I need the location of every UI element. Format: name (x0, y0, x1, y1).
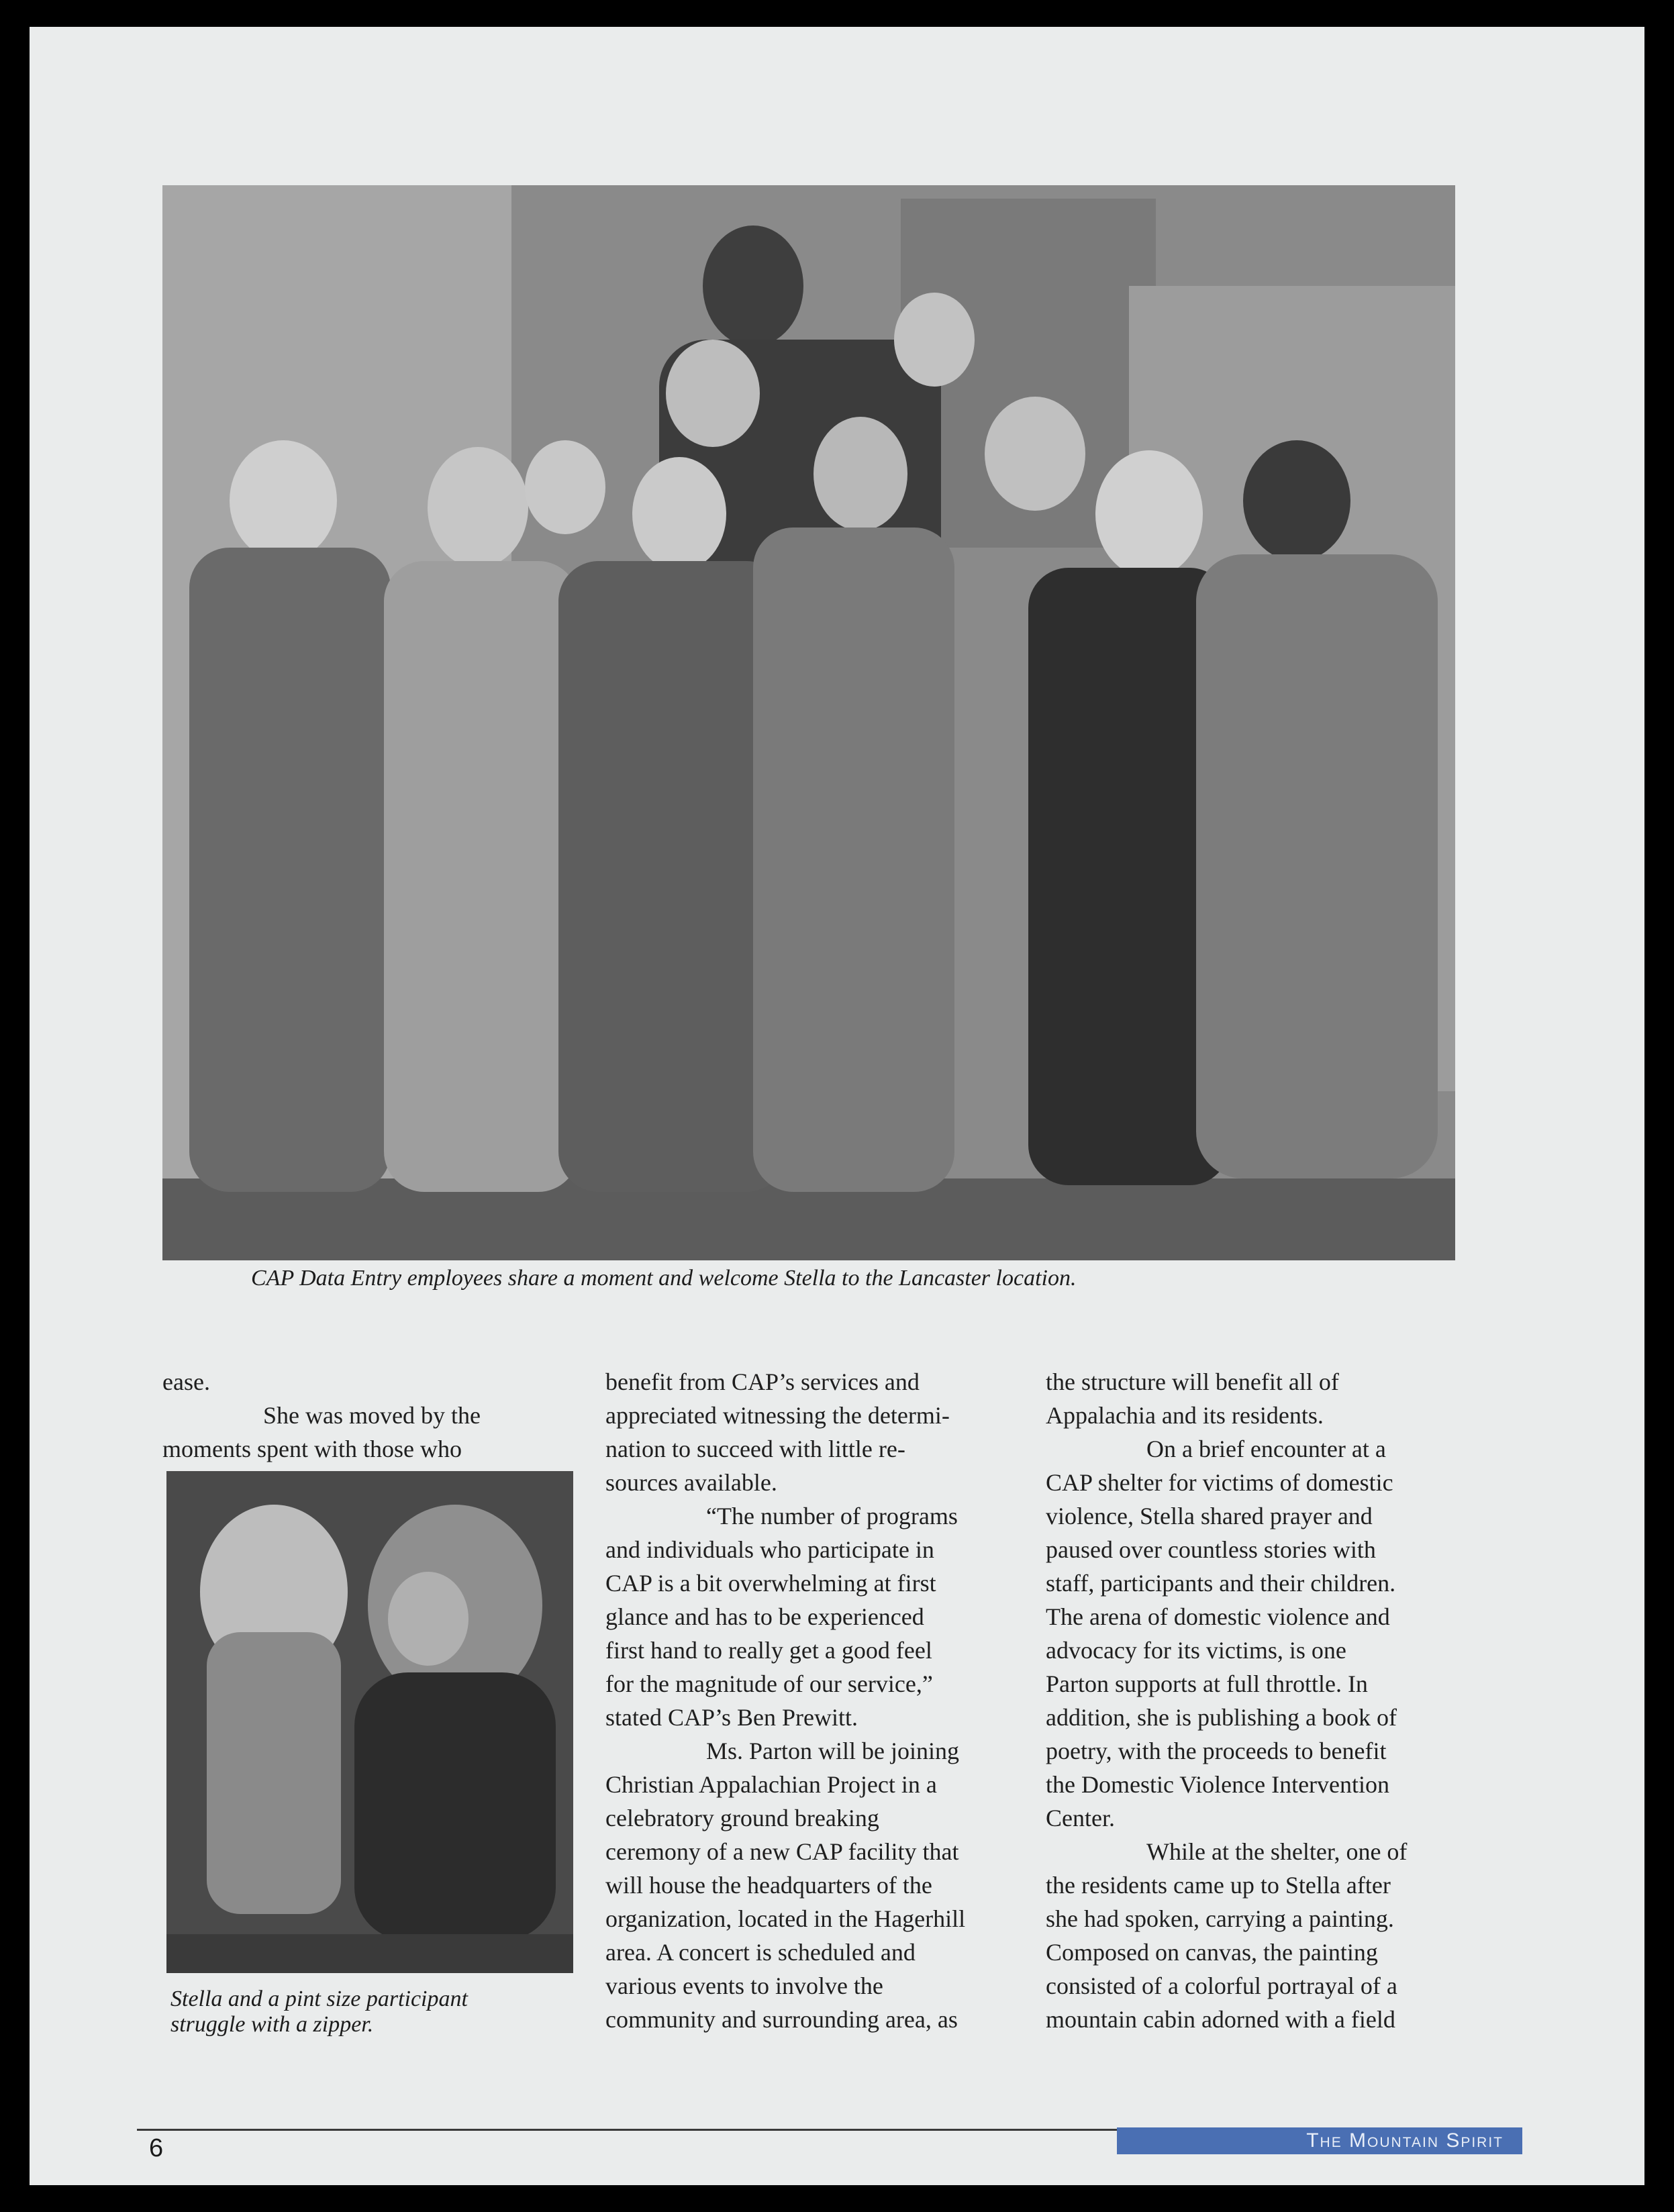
group-photo (162, 185, 1455, 1260)
col2-line: various events to involve the (605, 1972, 883, 1999)
col3-line: Appalachia and its residents. (1046, 1402, 1324, 1429)
col2-line: ceremony of a new CAP facility that (605, 1838, 959, 1865)
col3-line: Parton supports at full throttle. In (1046, 1670, 1368, 1697)
col3-line: mountain cabin adorned with a field (1046, 2006, 1395, 2033)
col2-line: Ms. Parton will be joining (706, 1738, 959, 1764)
col2-line: for the magnitude of our service,” (605, 1670, 933, 1697)
inset-caption-line: struggle with a zipper. (170, 2012, 374, 2037)
group-photo-caption: CAP Data Entry employees share a moment and welcome Stella to the Lancaster location. (251, 1266, 1077, 1291)
col3-line: poetry, with the proceeds to benefit (1046, 1738, 1387, 1764)
column-1-top (162, 1365, 552, 1466)
inset-caption-line: Stella and a pint size participant (170, 1987, 468, 2011)
col2-line: “The number of programs (706, 1503, 958, 1529)
col2-line: Christian Appalachian Project in a (605, 1771, 937, 1798)
col2-line: sources available. (605, 1469, 777, 1496)
column-2 (605, 1365, 1035, 2036)
col1-line: moments spent with those who (162, 1436, 462, 1462)
col3-line: the residents came up to Stella after (1046, 1872, 1391, 1899)
magazine-page (30, 27, 1644, 2185)
col2-line: nation to succeed with little re- (605, 1436, 905, 1462)
col2-line: benefit from CAP’s services and (605, 1368, 920, 1395)
col3-line: staff, participants and their children. (1046, 1570, 1396, 1597)
col2-line: appreciated witnessing the determi- (605, 1402, 950, 1429)
col3-line: advocacy for its victims, is one (1046, 1637, 1346, 1664)
column-3 (1046, 1365, 1489, 2036)
col3-line: On a brief encounter at a (1146, 1436, 1386, 1462)
col2-line: and individuals who participate in (605, 1536, 934, 1563)
col3-line: The arena of domestic violence and (1046, 1603, 1390, 1630)
col3-line: While at the shelter, one of (1146, 1838, 1408, 1865)
col2-line: celebratory ground breaking (605, 1805, 879, 1831)
publication-name: The Mountain Spirit (1306, 2129, 1504, 2152)
page-number: 6 (149, 2134, 164, 2162)
col3-line: Center. (1046, 1805, 1115, 1831)
inset-photo-image (166, 1471, 573, 1973)
col3-line: consisted of a colorful portrayal of a (1046, 1972, 1397, 1999)
col3-line: paused over countless stories with (1046, 1536, 1376, 1563)
col3-line: CAP shelter for victims of domestic (1046, 1469, 1393, 1496)
col3-line: Composed on canvas, the painting (1046, 1939, 1378, 1966)
footer-rule (137, 2129, 1117, 2131)
col3-line: addition, she is publishing a book of (1046, 1704, 1397, 1731)
publication-band (1117, 2127, 1522, 2154)
col3-line: violence, Stella shared prayer and (1046, 1503, 1373, 1529)
col2-line: glance and has to be experienced (605, 1603, 924, 1630)
col1-line: She was moved by the (263, 1402, 481, 1429)
col1-line: ease. (162, 1368, 210, 1395)
col2-line: area. A concert is scheduled and (605, 1939, 916, 1966)
inset-photo-caption (170, 1987, 573, 2038)
col3-line: she had spoken, carrying a painting. (1046, 1905, 1394, 1932)
col2-line: stated CAP’s Ben Prewitt. (605, 1704, 858, 1731)
inset-photo (166, 1471, 573, 1973)
col2-line: first hand to really get a good feel (605, 1637, 932, 1664)
col2-line: CAP is a bit overwhelming at first (605, 1570, 936, 1597)
group-photo-image (162, 185, 1455, 1260)
col3-line: the Domestic Violence Intervention (1046, 1771, 1390, 1798)
col2-line: will house the headquarters of the (605, 1872, 932, 1899)
col2-line: community and surrounding area, as (605, 2006, 958, 2033)
col3-line: the structure will benefit all of (1046, 1368, 1339, 1395)
col2-line: organization, located in the Hagerhill (605, 1905, 966, 1932)
